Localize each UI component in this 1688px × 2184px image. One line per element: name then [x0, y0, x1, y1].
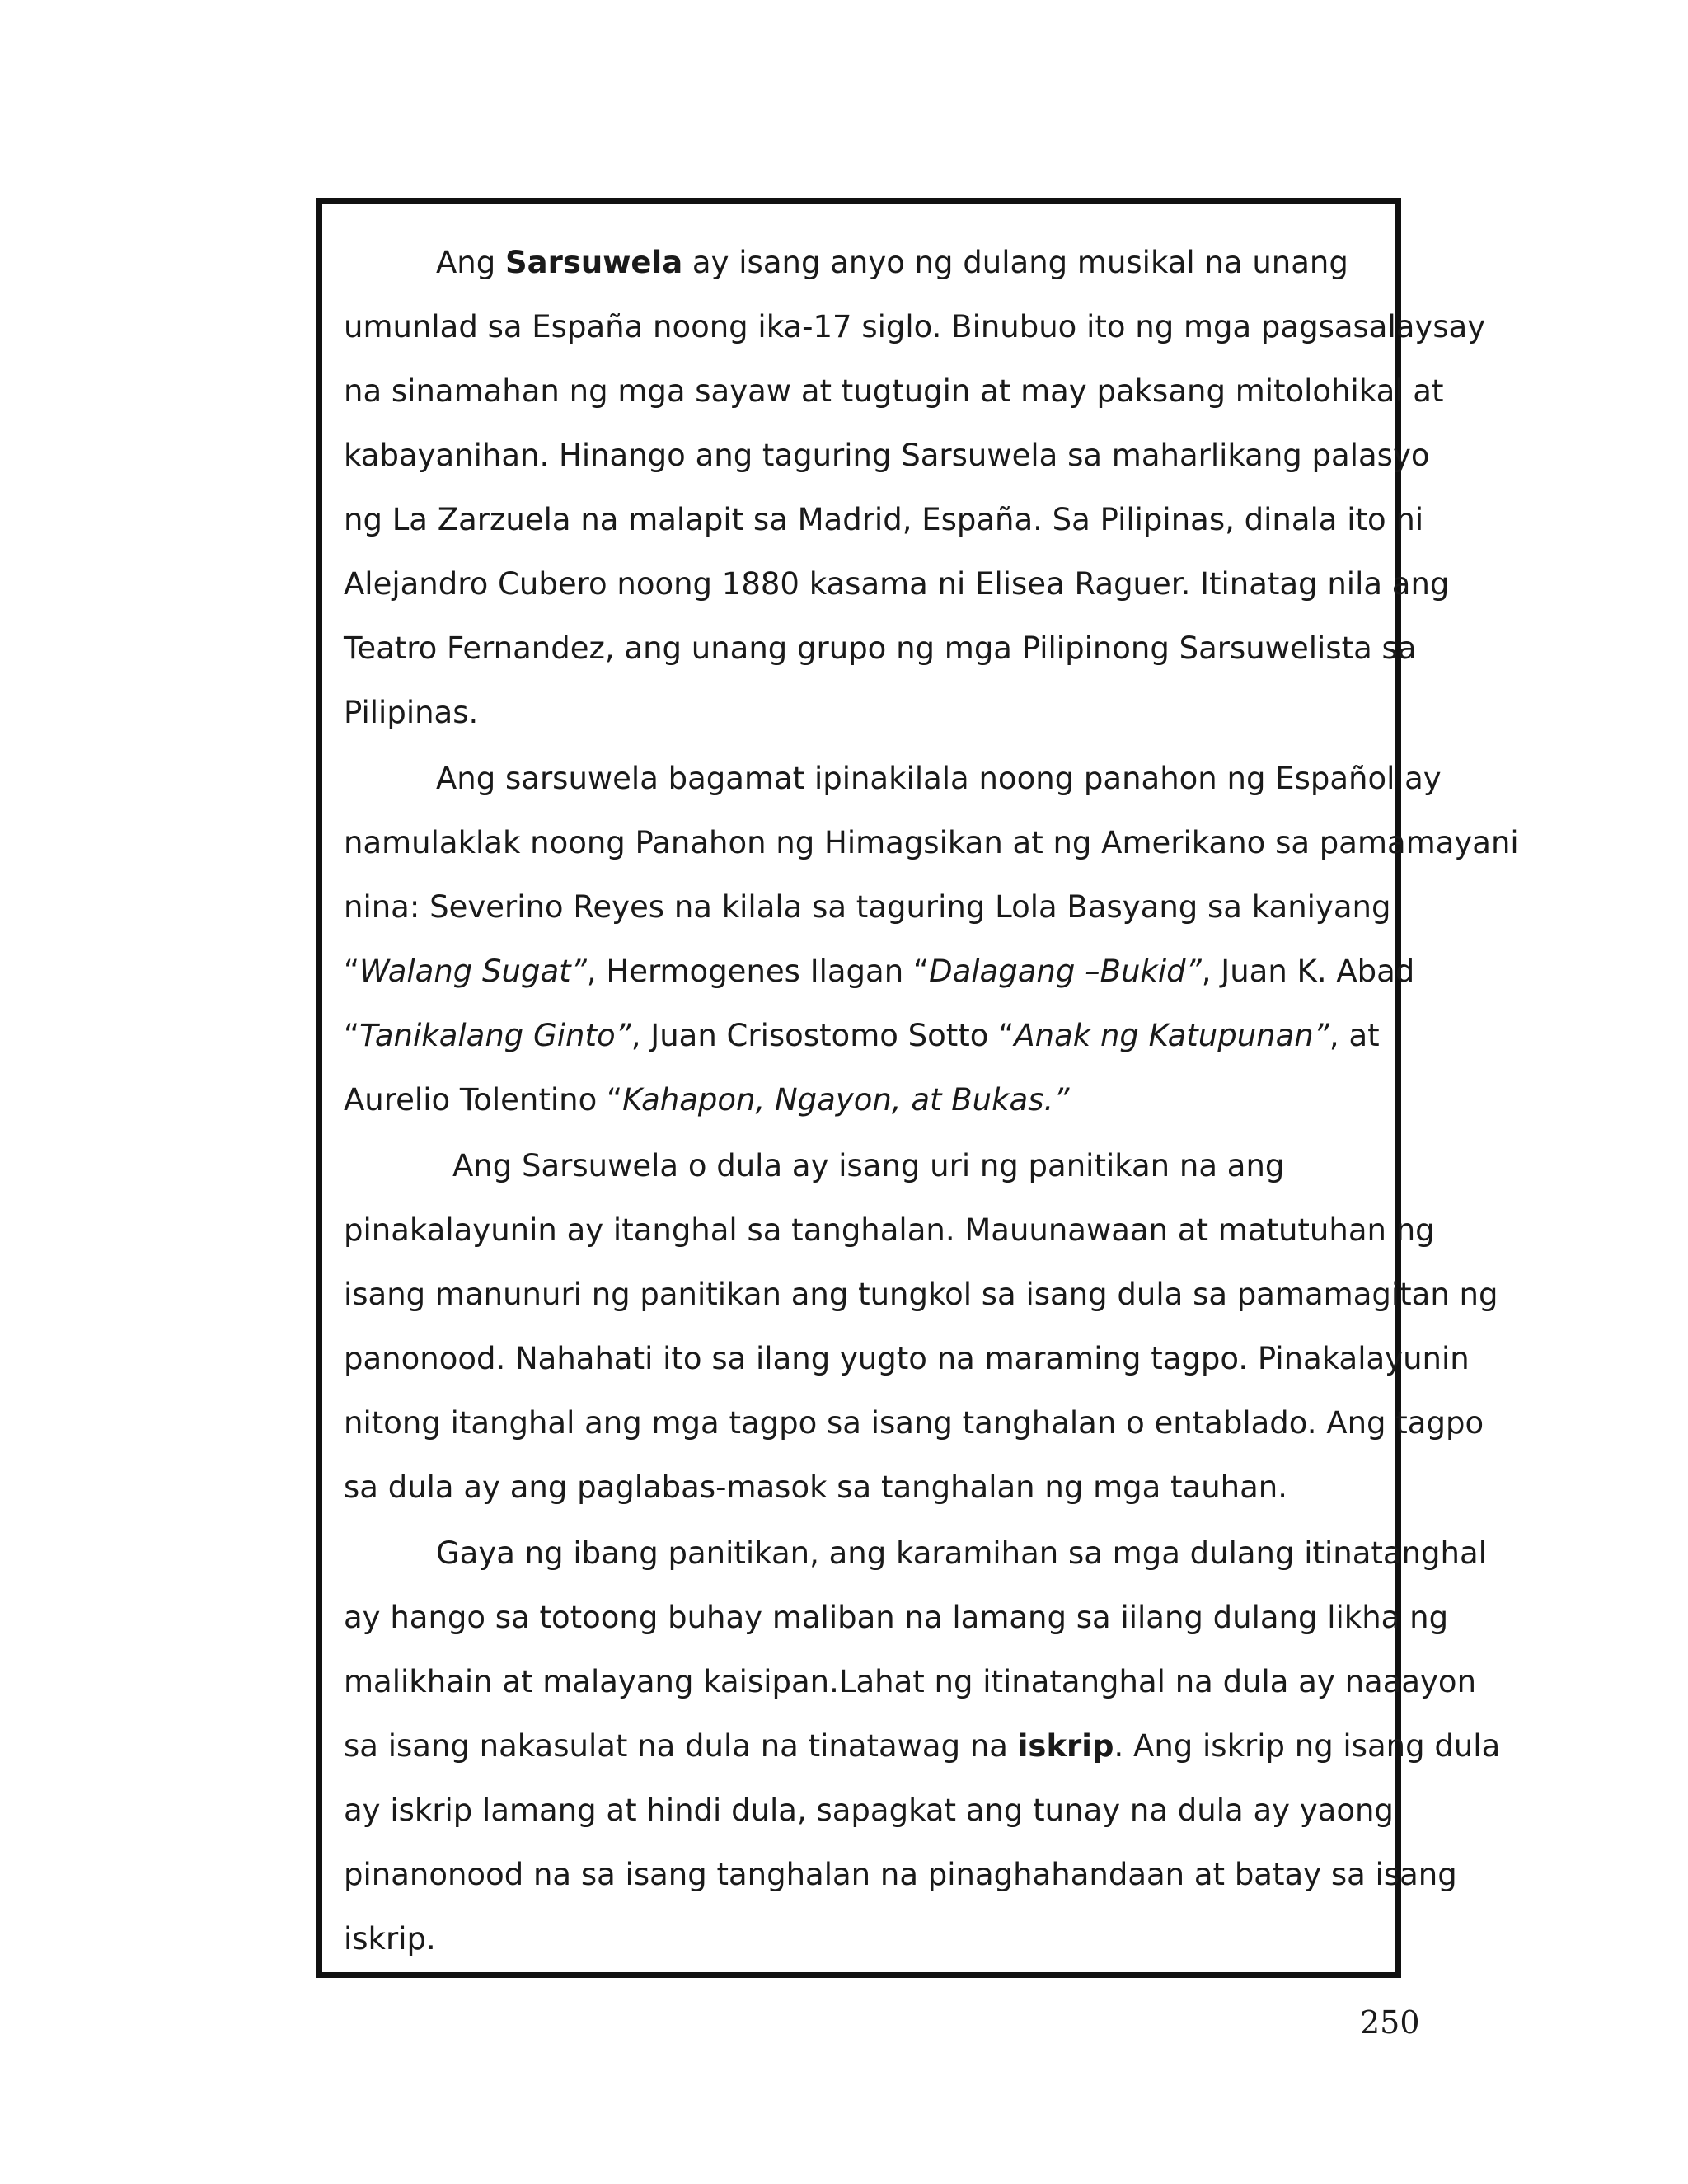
text-run: pinakalayunin ay itanghal sa tanghalan. Mauunawaan at matutuhan ng — [344, 1212, 1435, 1248]
text-run: “ — [344, 954, 360, 989]
text-run: Alejandro Cubero noong 1880 kasama ni Elisea Raguer. Itinatag nila ang — [344, 566, 1450, 602]
text-line — [344, 1857, 1457, 1893]
text-run: nitong itanghal ang mga tagpo sa isang tanghalan o entablado. Ang tagpo — [344, 1405, 1484, 1441]
text-run: Ang sarsuwela bagamat ipinakilala noong panahon ng Español ay — [436, 761, 1442, 796]
text-run: Pilipinas. — [344, 695, 479, 730]
text-run: kabayanihan. Hinango ang taguring Sarsuwela sa maharlikang palasyo — [344, 438, 1430, 473]
text-line — [344, 1018, 1380, 1054]
text-line — [344, 825, 1519, 861]
text-line — [452, 1148, 1284, 1184]
bold-term: iskrip — [1017, 1728, 1114, 1764]
text-run: na sinamahan ng mga sayaw at tugtugin at may paksang mitolohikal at — [344, 373, 1444, 409]
text-line — [344, 889, 1390, 926]
text-run: “ — [344, 1018, 360, 1053]
text-line — [344, 502, 1423, 538]
text-run: pinanonood na sa isang tanghalan na pinaghahandaan at batay sa isang — [344, 1857, 1457, 1892]
text-run: , at — [1329, 1018, 1380, 1053]
text-run: nina: Severino Reyes na kilala sa taguring Lola Basyang sa kaniyang — [344, 889, 1391, 925]
text-line — [344, 630, 1417, 667]
text-run: iskrip. — [344, 1921, 436, 1957]
text-run: ay iskrip lamang at hindi dula, sapagkat ang tunay na dula ay yaong — [344, 1793, 1394, 1828]
text-line — [344, 695, 478, 731]
text-run: ay hango sa totoong buhay maliban na lamang sa iilang dulang likha ng — [344, 1600, 1449, 1635]
text-line — [344, 1793, 1394, 1829]
text-line — [344, 373, 1443, 410]
text-line — [344, 1728, 1500, 1765]
text-run: , Hermogenes Ilagan “ — [586, 954, 930, 989]
italic-title: Anak ng Katupunan” — [1014, 1018, 1329, 1053]
text-line — [436, 245, 1348, 281]
text-run: Aurelio Tolentino “ — [344, 1082, 623, 1118]
text-line — [344, 1341, 1470, 1377]
text-line — [344, 1405, 1484, 1441]
text-run: malikhain at malayang kaisipan.Lahat ng itinatanghal na dula ay naaayon — [344, 1664, 1477, 1699]
text-line — [344, 1664, 1476, 1700]
italic-title: Kahapon, Ngayon, at Bukas.” — [622, 1082, 1070, 1118]
text-box — [316, 198, 1519, 1978]
text-run: , Juan Crisostomo Sotto “ — [631, 1018, 1015, 1053]
italic-title: Tanikalang Ginto” — [359, 1018, 631, 1053]
text-line — [344, 1600, 1448, 1636]
text-run: sa isang nakasulat na dula na tinatawag na — [344, 1728, 1018, 1764]
bold-term: Sarsuwela — [505, 245, 683, 280]
text-run: Gaya ng ibang panitikan, ang karamihan sa mga dulang itinatanghal — [436, 1535, 1487, 1571]
italic-title: Dalagang –Bukid” — [929, 954, 1202, 989]
text-line — [436, 1535, 1487, 1572]
text-line — [344, 1469, 1287, 1506]
text-line — [344, 1921, 436, 1957]
text-run: . Ang iskrip ng isang dula — [1114, 1728, 1501, 1764]
text-line — [344, 1212, 1435, 1249]
text-line — [344, 438, 1429, 474]
text-line — [344, 1277, 1498, 1313]
text-run: umunlad sa España noong ika-17 siglo. Binubuo ito ng mga pagsasalaysay — [344, 309, 1486, 344]
text-run: ay isang anyo ng dulang musikal na unang — [682, 245, 1348, 280]
text-line — [344, 1082, 1069, 1118]
text-line — [344, 566, 1449, 602]
text-line — [344, 954, 1414, 990]
text-line — [436, 761, 1442, 797]
text-run: ng La Zarzuela na malapit sa Madrid, España. Sa Pilipinas, dinala ito ni — [344, 502, 1424, 537]
text-line — [344, 309, 1485, 345]
page-number: 250 — [1360, 2004, 1420, 2041]
text-run: sa dula ay ang paglabas-masok sa tanghalan ng mga tauhan. — [344, 1469, 1288, 1505]
text-run: Ang — [436, 245, 506, 280]
text-run: Ang Sarsuwela o dula ay isang uri ng panitikan na ang — [452, 1148, 1285, 1183]
text-run: Teatro Fernandez, ang unang grupo ng mga Pilipinong Sarsuwelista sa — [344, 630, 1417, 666]
italic-title: Walang Sugat” — [359, 954, 587, 989]
text-run: , Juan K. Abad — [1201, 954, 1415, 989]
text-run: namulaklak noong Panahon ng Himagsikan at ng Amerikano sa pamamayani — [344, 825, 1519, 860]
text-run: panonood. Nahahati ito sa ilang yugto na maraming tagpo. Pinakalayunin — [344, 1341, 1470, 1376]
text-run: isang manunuri ng panitikan ang tungkol sa isang dula sa pamamagitan ng — [344, 1277, 1498, 1312]
